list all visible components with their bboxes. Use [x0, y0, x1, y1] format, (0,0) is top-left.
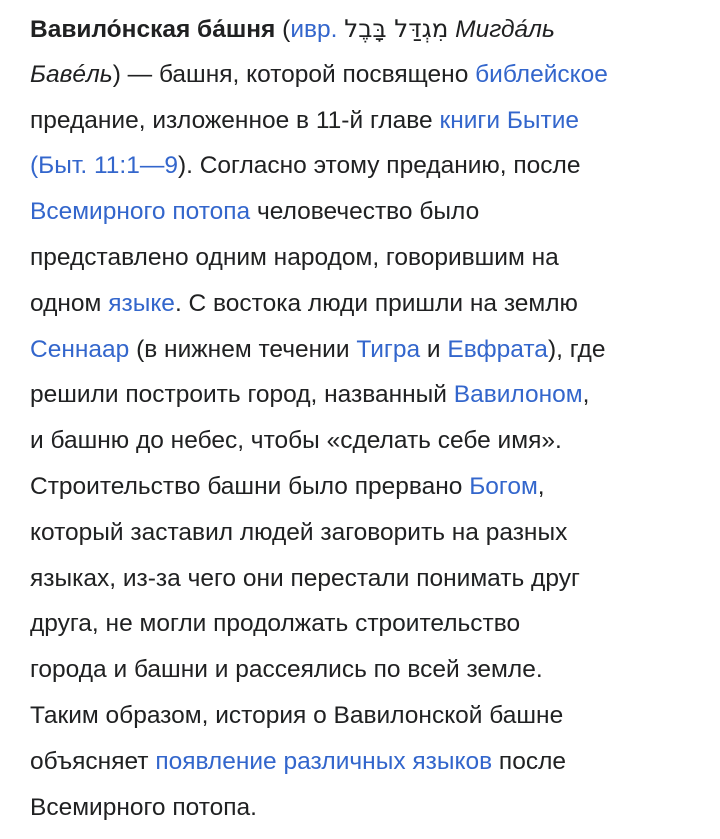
line-12: который заставил людей заговорить на разных: [30, 518, 568, 546]
text-segment: (в нижнем течении: [129, 335, 357, 363]
link-great-flood[interactable]: Всемирного потопа: [30, 198, 251, 226]
line-18: Всемирного потопа.: [30, 793, 257, 821]
text-segment: ), где: [547, 335, 606, 363]
link-god[interactable]: Богом: [469, 472, 538, 500]
text-segment: человечество было: [250, 198, 480, 226]
line-1: [30, 6, 710, 52]
text-paren: (: [275, 16, 291, 43]
text-segment: ,: [582, 381, 590, 409]
article-paragraph: [30, 6, 710, 830]
hebrew-name: מִגְדַּל בָּבֶל: [344, 14, 449, 43]
transliteration: Мигда́ль: [455, 16, 555, 43]
text-segment: ). Согласно этому преданию, после: [177, 152, 581, 180]
transliteration-cont: Бавéль: [30, 60, 113, 88]
line-15: города и башни и рассеялись по всей земле.: [30, 656, 543, 684]
link-book-genesis[interactable]: книги Бытие: [439, 106, 580, 134]
text-segment: ) — башня, которой посвящено: [112, 60, 476, 88]
line-3: [30, 98, 710, 144]
link-tigris[interactable]: Тигра: [356, 335, 421, 363]
text-segment: Строительство башни было прервано: [30, 472, 470, 500]
line-16: Таким образом, история о Вавилонской башне: [30, 701, 564, 729]
line-5: [30, 189, 710, 235]
link-language[interactable]: языке: [108, 289, 175, 317]
text-segment: ,: [537, 472, 545, 500]
line-17: [30, 739, 710, 785]
line-11: [30, 464, 710, 510]
line-7: [30, 281, 710, 327]
line-6: представлено одним народом, говорившим на: [30, 243, 559, 271]
text-segment: после: [492, 747, 566, 775]
text-segment: и: [420, 335, 448, 363]
line-9: [30, 372, 710, 418]
text-segment: решили построить город, названный: [30, 381, 454, 409]
link-euphrates[interactable]: Евфрата: [447, 335, 548, 363]
line-14: друга, не могли продолжать строительство: [30, 610, 521, 638]
text-segment: объясняет: [30, 747, 156, 775]
text-segment: . С востока люди пришли на землю: [174, 289, 578, 317]
line-2: [30, 52, 710, 98]
link-genesis-verse[interactable]: (Быт. 11:1—9: [30, 152, 178, 180]
line-8: [30, 327, 710, 373]
text-segment: одном: [30, 289, 109, 317]
link-hebrew-language[interactable]: ивр.: [290, 16, 338, 43]
line-13: языках, из-за чего они перестали понимать друг: [30, 564, 580, 592]
text-segment: предание, изложенное в 11-й главе: [30, 106, 440, 134]
link-shinar[interactable]: Сеннаар: [30, 335, 130, 363]
link-origin-of-languages[interactable]: появление различных языков: [155, 747, 493, 775]
article-title: Вавило́нская ба́шня: [30, 16, 276, 43]
link-babylon[interactable]: Вавилоном: [453, 381, 583, 409]
line-4: [30, 143, 710, 189]
link-biblical[interactable]: библейское: [475, 60, 608, 88]
line-10: и башню до небес, чтобы «сделать себе имя».: [30, 427, 562, 455]
